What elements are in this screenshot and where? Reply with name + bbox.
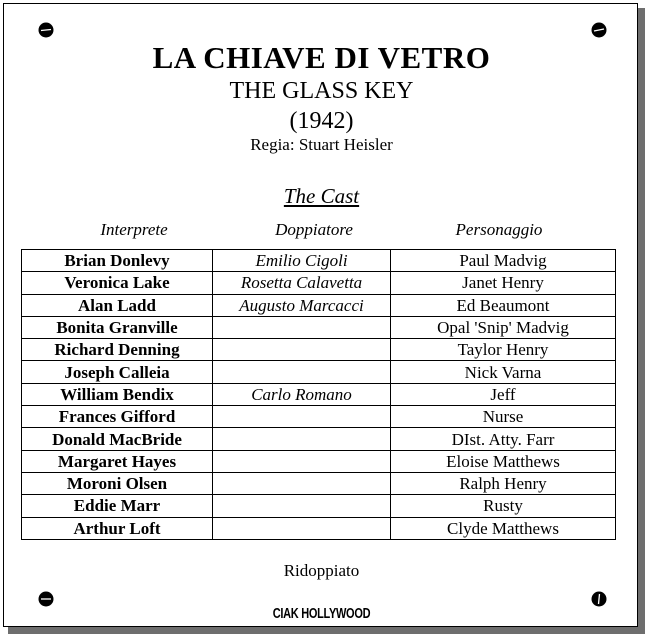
- cast-heading: The Cast: [283, 184, 360, 208]
- dubber-cell: [213, 517, 391, 539]
- dubber-cell: [213, 339, 391, 361]
- plaque: [3, 3, 638, 627]
- dubber-cell: Carlo Romano: [213, 383, 391, 405]
- table-row: [22, 472, 616, 494]
- character-cell: Ed Beaumont: [391, 294, 616, 316]
- brand-logo: CIAK HOLLYWOOD: [272, 605, 371, 623]
- table-row: [22, 406, 616, 428]
- character-cell: Rusty: [391, 495, 616, 517]
- character-cell: Opal 'Snip' Madvig: [391, 316, 616, 338]
- dubber-cell: [213, 406, 391, 428]
- actor-cell: Joseph Calleia: [22, 361, 213, 383]
- screw-icon: [38, 22, 54, 38]
- table-row: [22, 383, 616, 405]
- column-header-interprete: Interprete: [100, 220, 168, 239]
- dubber-cell: Rosetta Calavetta: [213, 272, 391, 294]
- actor-cell: Moroni Olsen: [22, 472, 213, 494]
- character-cell: Eloise Matthews: [391, 450, 616, 472]
- table-row: [22, 294, 616, 316]
- character-cell: Jeff: [391, 383, 616, 405]
- table-row: [22, 316, 616, 338]
- screw-icon: [591, 22, 607, 38]
- character-cell: DIst. Atty. Farr: [391, 428, 616, 450]
- table-row: [22, 495, 616, 517]
- dubber-cell: [213, 495, 391, 517]
- dubber-cell: [213, 361, 391, 383]
- page-title: LA CHIAVE DI VETRO: [152, 40, 491, 75]
- actor-cell: Donald MacBride: [22, 428, 213, 450]
- actor-cell: Richard Denning: [22, 339, 213, 361]
- dubber-cell: Augusto Marcacci: [213, 294, 391, 316]
- table-row: [22, 250, 616, 272]
- director-line: Regia: Stuart Heisler: [250, 135, 393, 154]
- actor-cell: Brian Donlevy: [22, 250, 213, 272]
- dubber-cell: [213, 316, 391, 338]
- actor-cell: Alan Ladd: [22, 294, 213, 316]
- table-row: [22, 339, 616, 361]
- cast-table: [21, 249, 616, 540]
- table-row: [22, 450, 616, 472]
- dubber-cell: [213, 428, 391, 450]
- table-row: [22, 361, 616, 383]
- character-cell: Taylor Henry: [391, 339, 616, 361]
- table-row: [22, 517, 616, 539]
- actor-cell: Eddie Marr: [22, 495, 213, 517]
- dubber-cell: Emilio Cigoli: [213, 250, 391, 272]
- screw-icon: [591, 591, 607, 607]
- actor-cell: Bonita Granville: [22, 316, 213, 338]
- actor-cell: Frances Gifford: [22, 406, 213, 428]
- character-cell: Janet Henry: [391, 272, 616, 294]
- screw-icon: [38, 591, 54, 607]
- actor-cell: William Bendix: [22, 383, 213, 405]
- character-cell: Clyde Matthews: [391, 517, 616, 539]
- column-header-doppiatore: Doppiatore: [275, 220, 353, 239]
- dubber-cell: [213, 450, 391, 472]
- character-cell: Nick Varna: [391, 361, 616, 383]
- table-row: [22, 272, 616, 294]
- column-header-personaggio: Personaggio: [455, 220, 543, 239]
- release-year: (1942): [289, 108, 354, 134]
- dubber-cell: [213, 472, 391, 494]
- actor-cell: Veronica Lake: [22, 272, 213, 294]
- character-cell: Ralph Henry: [391, 472, 616, 494]
- original-title: THE GLASS KEY: [229, 78, 414, 104]
- actor-cell: Margaret Hayes: [22, 450, 213, 472]
- actor-cell: Arthur Loft: [22, 517, 213, 539]
- footer-note: Ridoppiato: [283, 561, 360, 580]
- character-cell: Paul Madvig: [391, 250, 616, 272]
- table-row: [22, 428, 616, 450]
- character-cell: Nurse: [391, 406, 616, 428]
